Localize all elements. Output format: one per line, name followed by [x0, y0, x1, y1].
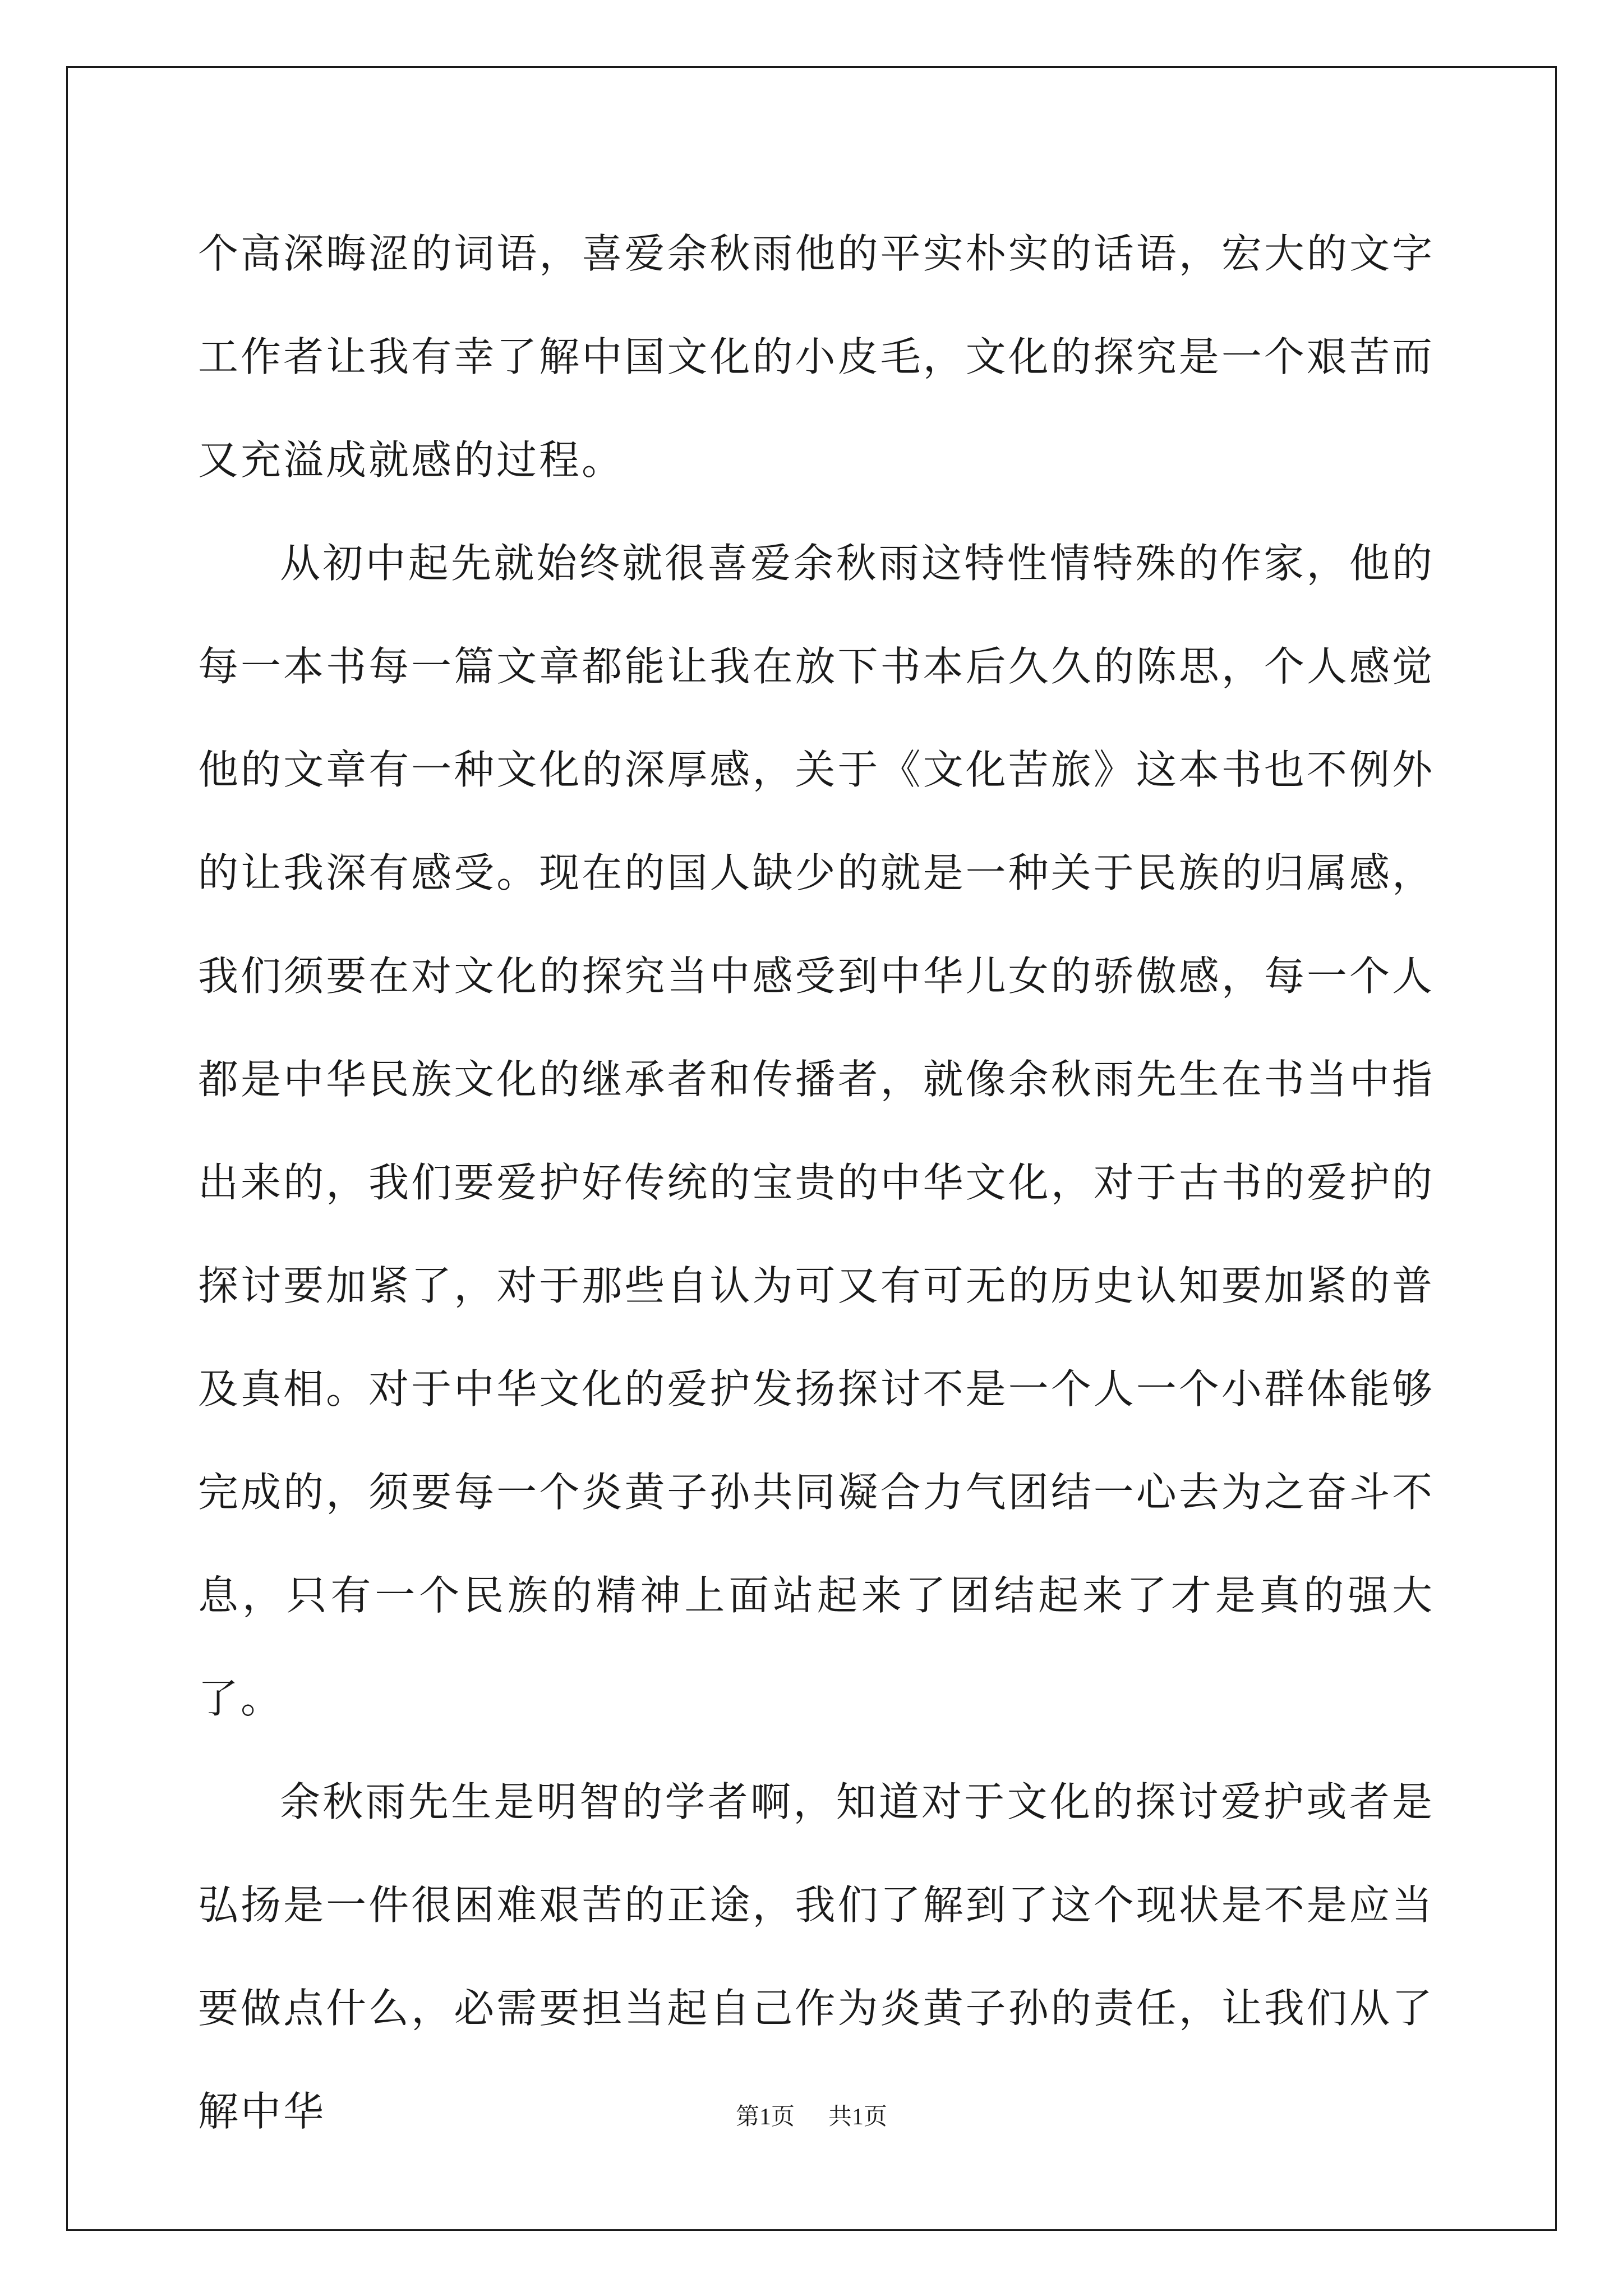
paragraph-3: 余秋雨先生是明智的学者啊，知道对于文化的探讨爱护或者是弘扬是一件很困难艰苦的正途，我们了解到了这个现状是不是应当要做点什么，必需要担当起自己作为炎黄子孙的责任，让我们从了解中华	[198, 1778, 1435, 2135]
page-footer	[0, 2098, 1623, 2132]
page-total: 共1页	[828, 2104, 888, 2130]
page-number: 第1页	[735, 2104, 795, 2130]
paragraph-2: 从初中起先就始终就很喜爱余秋雨这特性情特殊的作家，他的每一本书每一篇文章都能让我在放下书本后久久的陈思，个人感觉他的文章有一种文化的深厚感，关于《文化苦旅》这本书也不例外的让我深有感受。现在的国人缺少的就是一种关于民族的归属感，我们须要在对文化的探究当中感受到中华儿女的骄傲感，每一个人都是中华民族文化的继承者和传播者，就像余秋雨先生在书当中指出来的，我们要爱护好传统的宝贵的中华文化，对于古书的爱护的探讨要加紧了，对于那些自认为可又有可无的历史认知要加紧的普及真相。对于中华文化的爱护发扬探讨不是一个人一个小群体能够完成的，须要每一个炎黄子孙共同凝合力气团结一心去为之奋斗不息，只有一个民族的精神上面站起来了团结起来了才是真的强大了。	[198, 540, 1435, 1722]
paragraph-1: 个高深晦涩的词语，喜爱余秋雨他的平实朴实的话语，宏大的文字工作者让我有幸了解中国文化的小皮毛，文化的探究是一个艰苦而又充溢成就感的过程。	[198, 230, 1435, 484]
document-body	[198, 202, 1435, 2163]
